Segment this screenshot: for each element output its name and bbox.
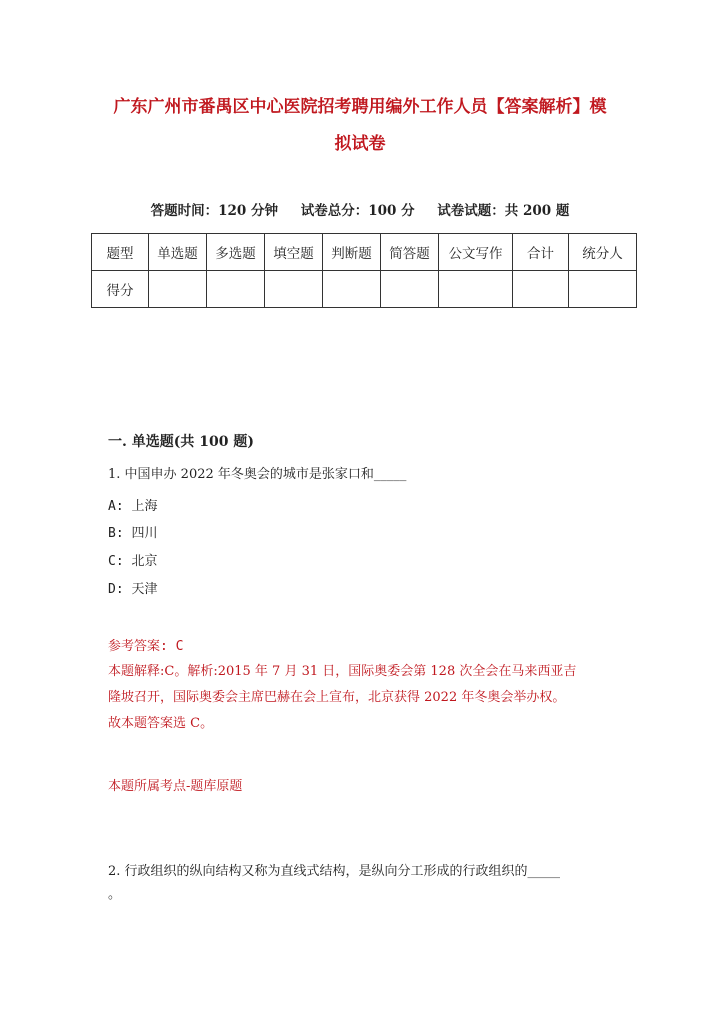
page-title-line2: 拟试卷	[334, 134, 386, 154]
option-a: A: 上海	[108, 499, 158, 514]
topic-text: 本题所属考点-题库原题	[108, 779, 243, 794]
explanation-line: 本题解释:C。解析:2015 年 7 月 31 日，国际奥委会第 128 次全会在马来西亚吉	[108, 664, 577, 679]
explanation-line: 隆坡召开，国际奥委会主席巴赫在会上宣布，北京获得 2022 年冬奥会举办权。	[108, 690, 566, 705]
table-cell: 简答题	[381, 234, 439, 271]
table-cell: 填空题	[265, 234, 323, 271]
score-cell	[149, 271, 207, 308]
exam-total-questions: 试卷试题：共 200 题	[437, 203, 570, 219]
table-cell: 公文写作	[439, 234, 513, 271]
table-cell: 判断题	[323, 234, 381, 271]
section-title: 一. 单选题(共 100 题)	[108, 434, 254, 450]
score-cell	[207, 271, 265, 308]
score-cell	[265, 271, 323, 308]
table-cell: 单选题	[149, 234, 207, 271]
score-cell	[569, 271, 637, 308]
score-cell	[323, 271, 381, 308]
score-cell	[381, 271, 439, 308]
exam-total-score: 试卷总分：100 分	[300, 203, 415, 219]
exam-info	[90, 199, 630, 219]
answer-text: 参考答案: C	[108, 639, 184, 654]
page-title-line1: 广东广州市番禺区中心医院招考聘用编外工作人员【答案解析】模	[113, 97, 607, 117]
explanation-line: 故本题答案选 C。	[108, 716, 214, 731]
score-cell	[439, 271, 513, 308]
score-table	[91, 233, 637, 308]
exam-time: 答题时间：120 分钟	[150, 203, 278, 219]
question-text-continuation: 。	[108, 887, 122, 902]
question-text: 2. 行政组织的纵向结构又称为直线式结构，是纵向分工形成的行政组织的_____	[108, 864, 561, 879]
score-cell	[513, 271, 569, 308]
option-b: B: 四川	[108, 526, 158, 541]
score-table-header-row	[92, 234, 637, 271]
table-cell: 合计	[513, 234, 569, 271]
question-text: 1. 中国申办 2022 年冬奥会的城市是张家口和_____	[108, 467, 407, 482]
table-cell: 题型	[92, 234, 149, 271]
option-d: D: 天津	[108, 582, 158, 597]
score-table-score-row	[92, 271, 637, 308]
table-cell: 多选题	[207, 234, 265, 271]
explanation	[108, 659, 618, 737]
table-cell: 统分人	[569, 234, 637, 271]
table-cell: 得分	[92, 271, 149, 308]
option-c: C: 北京	[108, 554, 158, 569]
